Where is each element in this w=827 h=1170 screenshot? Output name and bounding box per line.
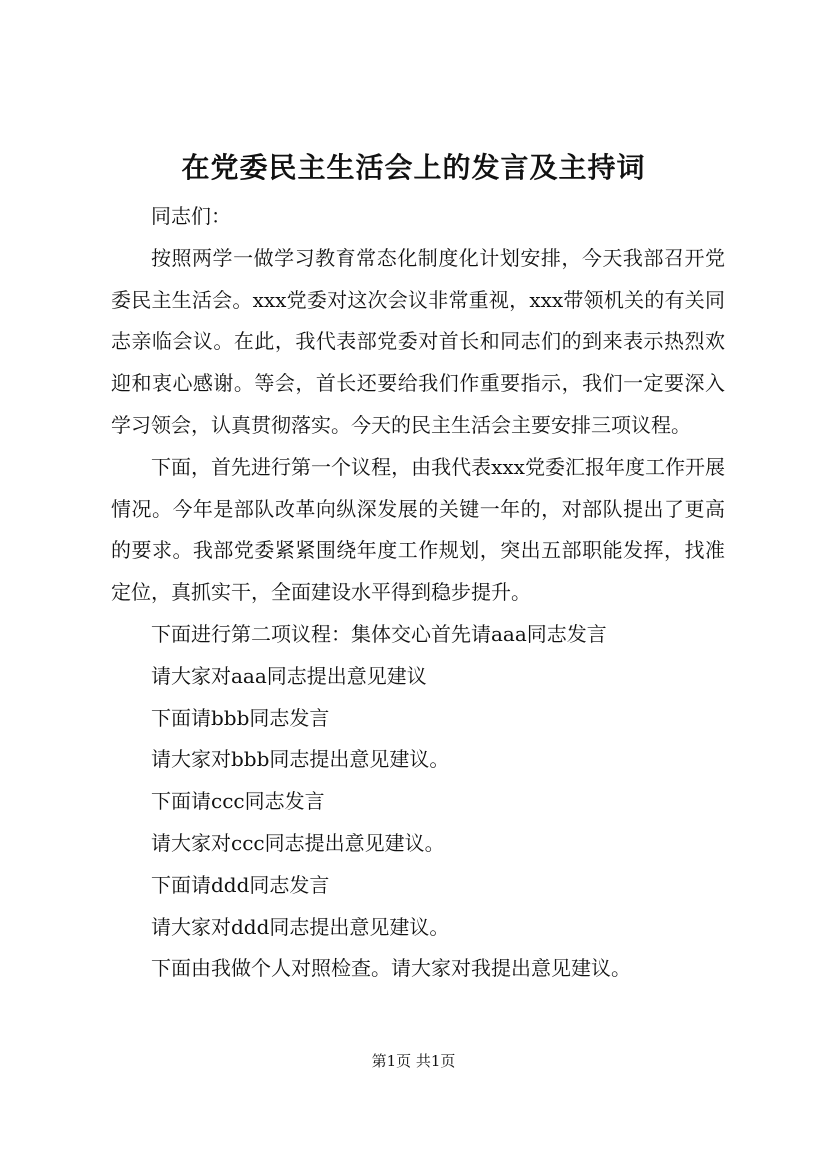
document-title: 在党委民主生活会上的发言及主持词	[181, 151, 646, 184]
paragraph-opening: 按照两学一做学习教育常态化制度化计划安排，今天我部召开党委民主生活会。xxx党委对这次会议非常重视，xxx带领机关的有关同志亲临会议。在此，我代表部党委对首长和同志们的到来表示热烈欢迎和衷心感谢。等会，首长还要给我们作重要指示，我们一定要深入学习领会，认真贯彻落实。今天的民主生活会主要安排三项议程。	[111, 245, 725, 437]
agenda-line: 下面请ddd同志发言	[151, 872, 330, 897]
page-number-footer: 第1页 共1页	[371, 1052, 456, 1070]
agenda-line: 请大家对ccc同志提出意见建议。	[151, 830, 445, 855]
agenda-line: 下面请ccc同志发言	[151, 789, 325, 814]
agenda-line: 请大家对bbb同志提出意见建议。	[151, 747, 450, 772]
agenda-line: 请大家对ddd同志提出意见建议。	[151, 914, 450, 939]
agenda-line: 下面请bbb同志发言	[151, 705, 330, 730]
agenda-line: 下面由我做个人对照检查。请大家对我提出意见建议。	[151, 956, 631, 981]
salutation: 同志们：	[151, 204, 231, 228]
agenda-line: 请大家对aaa同志提出意见建议	[151, 663, 427, 688]
agenda-line: 下面进行第二项议程：集体交心首先请aaa同志发言	[151, 621, 607, 646]
paragraph-first-agenda: 下面，首先进行第一个议程，由我代表xxx党委汇报年度工作开展情况。今年是部队改革向纵深发展的关键一年的，对部队提出了更高的要求。我部党委紧紧围绕年度工作规划，突出五部职能发挥，找准定位，真抓实干，全面建设水平得到稳步提升。	[111, 454, 725, 605]
document-body	[111, 196, 725, 990]
